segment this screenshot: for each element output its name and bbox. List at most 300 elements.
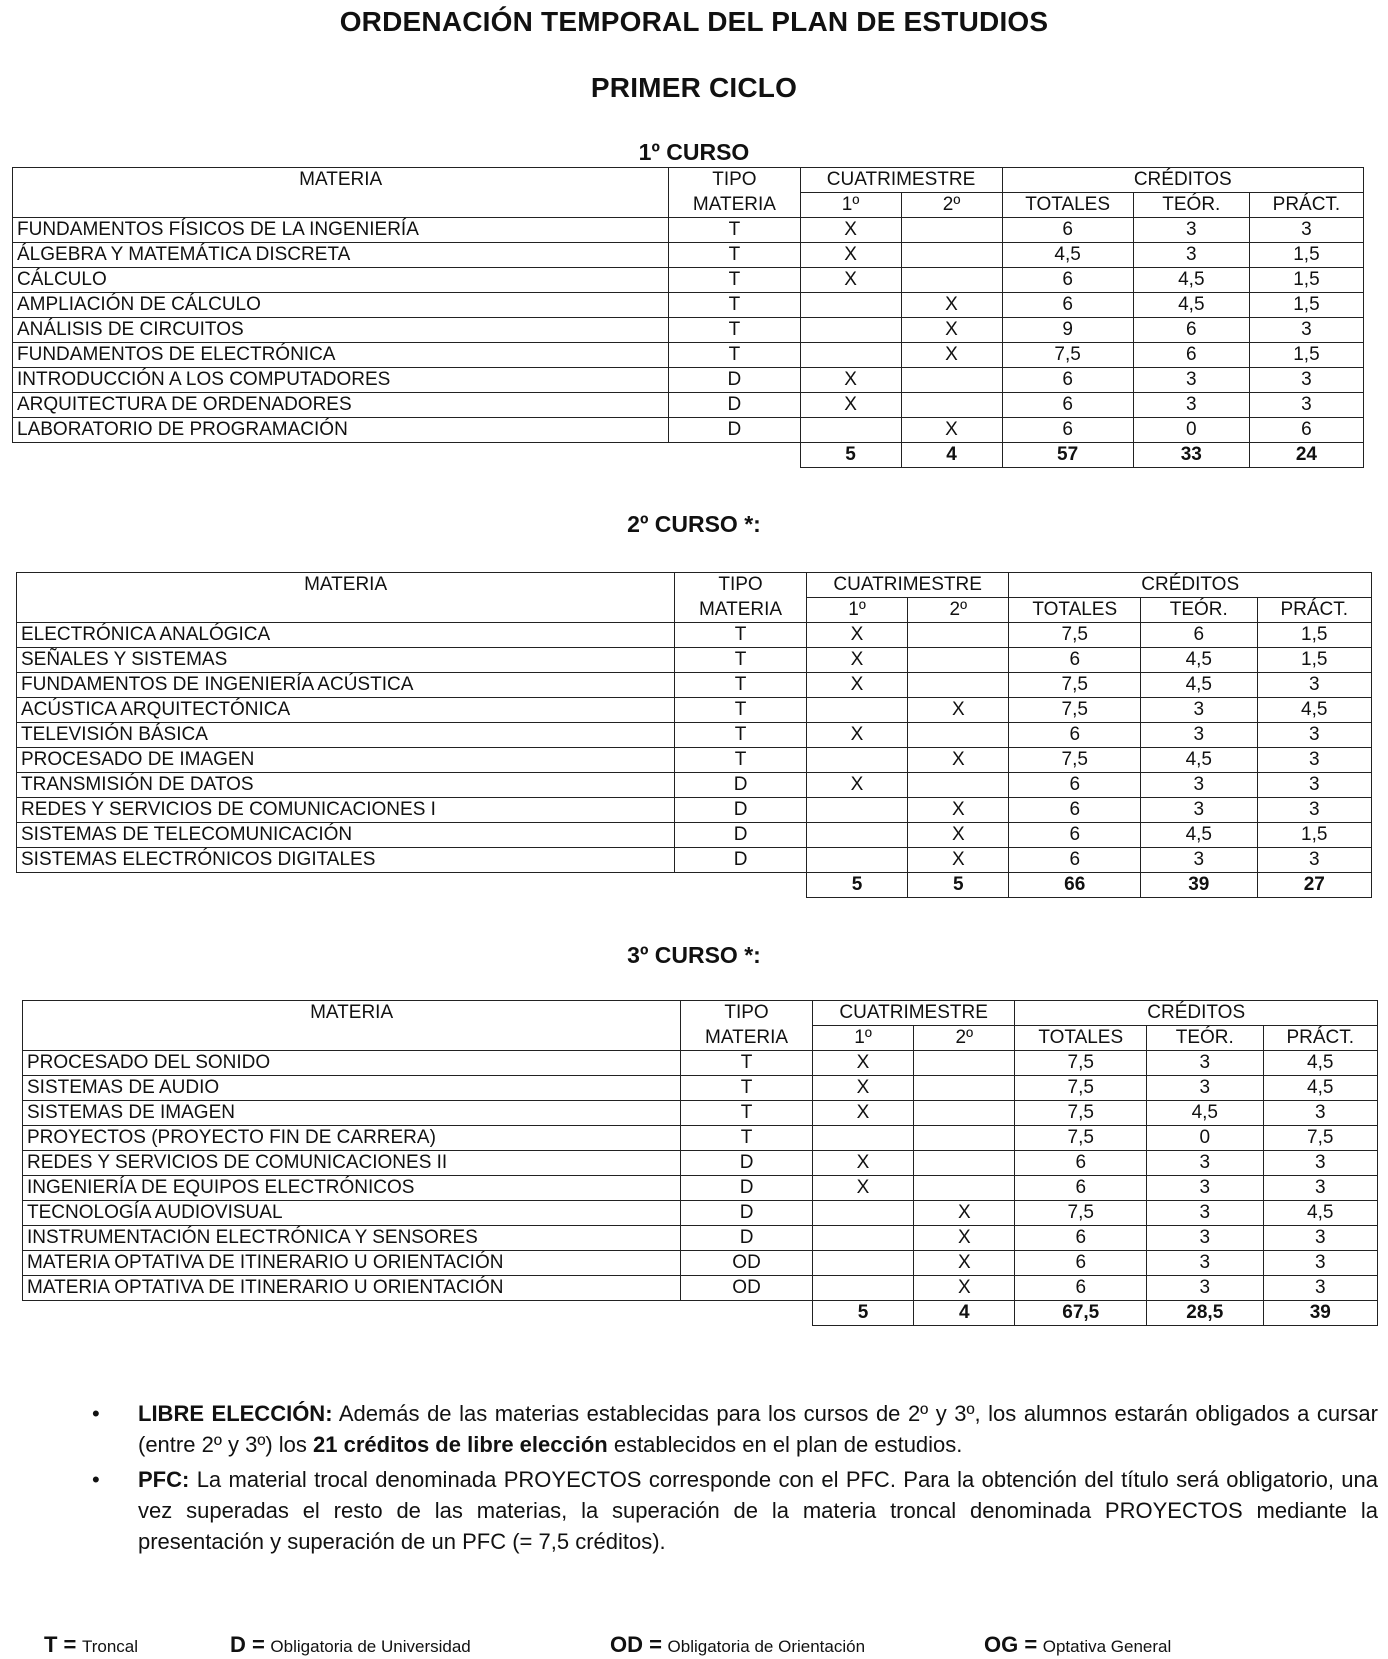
cell-pract: 3 [1263, 1176, 1377, 1201]
cell-totales: 6 [1002, 218, 1133, 243]
cell-tipo: T [675, 723, 807, 748]
totals-row [13, 443, 1364, 468]
cell-totales: 6 [1015, 1276, 1147, 1301]
header-materia: MATERIA [17, 573, 675, 623]
cell-cuatrimestre-2: X [901, 418, 1002, 443]
cell-tipo: D [675, 848, 807, 873]
cell-tipo: D [681, 1176, 813, 1201]
total-totales: 57 [1002, 443, 1133, 468]
cell-cuatrimestre-2: X [901, 318, 1002, 343]
legend-item-obligatoria-orientacion [610, 1632, 865, 1658]
cell-tipo: OD [681, 1276, 813, 1301]
totals-spacer [23, 1301, 813, 1326]
header-materia: MATERIA [13, 168, 669, 218]
table-row [13, 243, 1364, 268]
table-row [23, 1151, 1378, 1176]
cell-materia: MATERIA OPTATIVA DE ITINERARIO U ORIENTACIÓN [23, 1276, 681, 1301]
cell-teor: 4,5 [1141, 648, 1257, 673]
table-row [23, 1201, 1378, 1226]
header-tipo-materia: MATERIA [675, 598, 807, 623]
cell-cuatrimestre-2: X [914, 1201, 1015, 1226]
table-row [13, 393, 1364, 418]
cell-materia: PROCESADO DEL SONIDO [23, 1051, 681, 1076]
cell-cuatrimestre-1: X [800, 268, 901, 293]
cell-materia: SEÑALES Y SISTEMAS [17, 648, 675, 673]
total-pract: 24 [1249, 443, 1363, 468]
cell-teor: 3 [1147, 1051, 1263, 1076]
total-totales: 67,5 [1015, 1301, 1147, 1326]
cell-tipo: T [675, 673, 807, 698]
cell-cuatrimestre-2: X [908, 698, 1009, 723]
cell-tipo: T [669, 318, 800, 343]
cell-teor: 3 [1147, 1251, 1263, 1276]
cell-teor: 6 [1141, 623, 1257, 648]
header-pract: PRÁCT. [1249, 193, 1363, 218]
cell-tipo: D [669, 393, 800, 418]
cell-pract: 3 [1263, 1251, 1377, 1276]
cell-tipo: T [681, 1126, 813, 1151]
totals-spacer [13, 443, 801, 468]
cell-totales: 6 [1002, 418, 1133, 443]
header-materia: MATERIA [23, 1001, 681, 1051]
cell-cuatrimestre-1 [806, 748, 907, 773]
header-c2: 2º [908, 598, 1009, 623]
cell-tipo: T [669, 243, 800, 268]
cell-cuatrimestre-2 [908, 773, 1009, 798]
total-cuatrimestre-1: 5 [800, 443, 901, 468]
cell-pract: 3 [1263, 1101, 1377, 1126]
legend-code: D = [230, 1632, 265, 1657]
course-3-table [22, 1000, 1378, 1326]
cell-materia: ÁLGEBRA Y MATEMÁTICA DISCRETA [13, 243, 669, 268]
cell-totales: 6 [1015, 1151, 1147, 1176]
cell-cuatrimestre-1 [812, 1251, 913, 1276]
totals-row [23, 1301, 1378, 1326]
cell-totales: 6 [1002, 393, 1133, 418]
cell-totales: 7,5 [1015, 1076, 1147, 1101]
cell-pract: 1,5 [1257, 823, 1371, 848]
cell-teor: 3 [1141, 848, 1257, 873]
cell-tipo: T [669, 218, 800, 243]
cell-materia: ACÚSTICA ARQUITECTÓNICA [17, 698, 675, 723]
cell-cuatrimestre-2 [901, 218, 1002, 243]
cell-totales: 6 [1002, 368, 1133, 393]
bullet-icon: • [92, 1467, 100, 1492]
table-row [13, 343, 1364, 368]
table-row [23, 1126, 1378, 1151]
header-c1: 1º [800, 193, 901, 218]
table-row [23, 1276, 1378, 1301]
total-pract: 39 [1263, 1301, 1377, 1326]
cell-materia: CÁLCULO [13, 268, 669, 293]
cell-pract: 4,5 [1263, 1076, 1377, 1101]
cell-materia: INTRODUCCIÓN A LOS COMPUTADORES [13, 368, 669, 393]
table-row [13, 293, 1364, 318]
cell-teor: 3 [1147, 1076, 1263, 1101]
cell-tipo: T [675, 623, 807, 648]
cell-tipo: T [681, 1076, 813, 1101]
header-c1: 1º [812, 1026, 913, 1051]
cell-cuatrimestre-2: X [901, 293, 1002, 318]
header-c2: 2º [914, 1026, 1015, 1051]
cell-materia: FUNDAMENTOS DE INGENIERÍA ACÚSTICA [17, 673, 675, 698]
cell-teor: 3 [1147, 1151, 1263, 1176]
note-pfc [88, 1464, 1378, 1557]
cell-teor: 3 [1141, 698, 1257, 723]
cell-totales: 6 [1015, 1251, 1147, 1276]
cell-totales: 6 [1009, 648, 1141, 673]
cell-tipo: D [681, 1201, 813, 1226]
cell-teor: 4,5 [1141, 748, 1257, 773]
cell-totales: 6 [1002, 293, 1133, 318]
note-libre-text2: establecidos en el plan de estudios. [607, 1432, 963, 1457]
cell-cuatrimestre-1 [800, 293, 901, 318]
cell-cuatrimestre-1: X [800, 368, 901, 393]
cell-cuatrimestre-1 [806, 848, 907, 873]
header-creditos: CRÉDITOS [1009, 573, 1372, 598]
cell-teor: 3 [1133, 368, 1249, 393]
document-title: ORDENACIÓN TEMPORAL DEL PLAN DE ESTUDIOS [339, 6, 1049, 37]
note-libre-lead: LIBRE ELECCIÓN: [138, 1401, 333, 1426]
header-pract: PRÁCT. [1257, 598, 1371, 623]
total-cuatrimestre-1: 5 [806, 873, 907, 898]
cell-cuatrimestre-1 [806, 698, 907, 723]
cell-cuatrimestre-1: X [806, 673, 907, 698]
header-tipo-materia: MATERIA [681, 1026, 813, 1051]
cell-pract: 3 [1263, 1226, 1377, 1251]
cell-totales: 6 [1009, 723, 1141, 748]
header-creditos: CRÉDITOS [1002, 168, 1364, 193]
cell-cuatrimestre-1 [800, 343, 901, 368]
cell-cuatrimestre-1 [812, 1201, 913, 1226]
cell-totales: 6 [1009, 848, 1141, 873]
cell-cuatrimestre-2 [908, 623, 1009, 648]
table-row [13, 418, 1364, 443]
header-teor: TEÓR. [1133, 193, 1249, 218]
cell-totales: 6 [1009, 823, 1141, 848]
total-teor: 39 [1141, 873, 1257, 898]
total-teor: 28,5 [1147, 1301, 1263, 1326]
cell-cuatrimestre-1: X [812, 1101, 913, 1126]
legend-item-obligatoria-universidad [230, 1632, 471, 1658]
course-3-title: 3º CURSO *: [627, 942, 761, 968]
cell-pract: 3 [1249, 218, 1363, 243]
cell-materia: FUNDAMENTOS DE ELECTRÓNICA [13, 343, 669, 368]
cell-tipo: T [681, 1051, 813, 1076]
cell-cuatrimestre-1: X [806, 723, 907, 748]
note-pfc-text: La material trocal denominada PROYECTOS corresponde con el PFC. Para la obtención del título será obligatorio, una vez superadas el resto de las materias, la superación de la materia troncal denominada PROYECTOS mediante la presentación y superación de un PFC (= 7,5 créditos). [138, 1467, 1378, 1554]
cell-tipo: D [681, 1151, 813, 1176]
cell-pract: 7,5 [1263, 1126, 1377, 1151]
cell-teor: 3 [1147, 1226, 1263, 1251]
totals-row [17, 873, 1372, 898]
cell-materia: PROYECTOS (PROYECTO FIN DE CARRERA) [23, 1126, 681, 1151]
note-libre-bold: 21 créditos de libre elección [313, 1432, 608, 1457]
notes-list [88, 1398, 1378, 1561]
cell-materia: TECNOLOGÍA AUDIOVISUAL [23, 1201, 681, 1226]
cell-pract: 3 [1249, 368, 1363, 393]
cell-teor: 0 [1133, 418, 1249, 443]
cell-materia: SISTEMAS DE TELECOMUNICACIÓN [17, 823, 675, 848]
cell-teor: 4,5 [1141, 823, 1257, 848]
cell-cuatrimestre-1: X [812, 1151, 913, 1176]
note-libre-text1: Además de las materias establecidas para los cursos de 2º y 3º, los alumnos estarán obligados a cursar (entre 2º y 3º) los [138, 1401, 1378, 1457]
cell-materia: FUNDAMENTOS FÍSICOS DE LA INGENIERÍA [13, 218, 669, 243]
cell-totales: 7,5 [1009, 623, 1141, 648]
table-row [13, 368, 1364, 393]
table-row [17, 748, 1372, 773]
cell-cuatrimestre-1 [812, 1226, 913, 1251]
header-row [13, 168, 1364, 193]
cell-materia: PROCESADO DE IMAGEN [17, 748, 675, 773]
cell-cuatrimestre-2 [914, 1126, 1015, 1151]
cell-cuatrimestre-2: X [914, 1226, 1015, 1251]
cell-pract: 3 [1257, 723, 1371, 748]
header-tipo-materia: MATERIA [669, 193, 800, 218]
cell-pract: 3 [1257, 673, 1371, 698]
header-pract: PRÁCT. [1263, 1026, 1377, 1051]
cell-tipo: OD [681, 1251, 813, 1276]
cell-cuatrimestre-2: X [908, 798, 1009, 823]
table-row [13, 268, 1364, 293]
total-totales: 66 [1009, 873, 1141, 898]
course-2-title: 2º CURSO *: [627, 511, 761, 537]
cell-teor: 6 [1133, 318, 1249, 343]
cell-cuatrimestre-1: X [806, 773, 907, 798]
cell-totales: 6 [1002, 268, 1133, 293]
cell-tipo: T [681, 1101, 813, 1126]
header-totales: TOTALES [1015, 1026, 1147, 1051]
cell-pract: 3 [1257, 798, 1371, 823]
course-2-table [16, 572, 1372, 898]
cell-cuatrimestre-1: X [800, 393, 901, 418]
cell-cuatrimestre-2 [914, 1151, 1015, 1176]
cell-cuatrimestre-2 [914, 1101, 1015, 1126]
cell-tipo: T [669, 268, 800, 293]
cell-totales: 7,5 [1009, 748, 1141, 773]
cell-pract: 6 [1249, 418, 1363, 443]
cell-pract: 4,5 [1257, 698, 1371, 723]
cell-cuatrimestre-2 [908, 723, 1009, 748]
cell-teor: 4,5 [1133, 293, 1249, 318]
cell-materia: ARQUITECTURA DE ORDENADORES [13, 393, 669, 418]
cell-pract: 1,5 [1249, 293, 1363, 318]
total-cuatrimestre-2: 4 [914, 1301, 1015, 1326]
total-cuatrimestre-1: 5 [812, 1301, 913, 1326]
cell-materia: INSTRUMENTACIÓN ELECTRÓNICA Y SENSORES [23, 1226, 681, 1251]
header-totales: TOTALES [1002, 193, 1133, 218]
cell-teor: 3 [1141, 723, 1257, 748]
header-teor: TEÓR. [1141, 598, 1257, 623]
cell-teor: 3 [1147, 1201, 1263, 1226]
table-row [23, 1226, 1378, 1251]
cell-teor: 3 [1133, 218, 1249, 243]
cell-teor: 4,5 [1147, 1101, 1263, 1126]
cell-totales: 7,5 [1015, 1201, 1147, 1226]
total-teor: 33 [1133, 443, 1249, 468]
cell-tipo: T [675, 648, 807, 673]
cell-totales: 4,5 [1002, 243, 1133, 268]
cell-totales: 7,5 [1009, 698, 1141, 723]
cell-cuatrimestre-1 [806, 823, 907, 848]
cell-tipo: D [669, 368, 800, 393]
cell-materia: SISTEMAS ELECTRÓNICOS DIGITALES [17, 848, 675, 873]
table-row [17, 723, 1372, 748]
table-row [23, 1176, 1378, 1201]
cell-cuatrimestre-2: X [914, 1276, 1015, 1301]
legend-code: T = [44, 1632, 77, 1657]
header-c2: 2º [901, 193, 1002, 218]
header-row [17, 573, 1372, 598]
cell-materia: TRANSMISIÓN DE DATOS [17, 773, 675, 798]
cell-cuatrimestre-2 [901, 368, 1002, 393]
header-teor: TEÓR. [1147, 1026, 1263, 1051]
cell-tipo: D [675, 823, 807, 848]
table-row [17, 798, 1372, 823]
cell-totales: 9 [1002, 318, 1133, 343]
total-pract: 27 [1257, 873, 1371, 898]
cell-materia: ANÁLISIS DE CIRCUITOS [13, 318, 669, 343]
cell-tipo: T [675, 698, 807, 723]
table-row [17, 623, 1372, 648]
cell-cuatrimestre-2 [914, 1076, 1015, 1101]
cell-cuatrimestre-2 [901, 243, 1002, 268]
cell-materia: SISTEMAS DE AUDIO [23, 1076, 681, 1101]
table-row [13, 218, 1364, 243]
legend-desc: Obligatoria de Orientación [667, 1637, 866, 1656]
bullet-icon: • [92, 1401, 100, 1426]
cell-teor: 0 [1147, 1126, 1263, 1151]
cell-tipo: D [675, 798, 807, 823]
total-cuatrimestre-2: 5 [908, 873, 1009, 898]
cell-tipo: D [681, 1226, 813, 1251]
cell-pract: 1,5 [1257, 648, 1371, 673]
course-1-title: 1º CURSO [638, 139, 750, 165]
cell-pract: 3 [1257, 773, 1371, 798]
cell-materia: MATERIA OPTATIVA DE ITINERARIO U ORIENTACIÓN [23, 1251, 681, 1276]
cell-pract: 4,5 [1263, 1201, 1377, 1226]
legend-desc: Optativa General [1042, 1637, 1172, 1656]
header-totales: TOTALES [1009, 598, 1141, 623]
cell-pract: 3 [1249, 393, 1363, 418]
cell-pract: 1,5 [1249, 243, 1363, 268]
cell-cuatrimestre-2 [901, 393, 1002, 418]
cell-cuatrimestre-1: X [806, 623, 907, 648]
table-row [23, 1251, 1378, 1276]
cell-teor: 3 [1147, 1276, 1263, 1301]
cell-materia: SISTEMAS DE IMAGEN [23, 1101, 681, 1126]
cell-teor: 4,5 [1141, 673, 1257, 698]
cell-materia: INGENIERÍA DE EQUIPOS ELECTRÓNICOS [23, 1176, 681, 1201]
cell-cuatrimestre-2: X [908, 823, 1009, 848]
cell-cuatrimestre-1 [800, 418, 901, 443]
cell-cuatrimestre-1 [812, 1276, 913, 1301]
cell-totales: 6 [1015, 1176, 1147, 1201]
cell-cuatrimestre-1: X [800, 243, 901, 268]
header-c1: 1º [806, 598, 907, 623]
totals-spacer [17, 873, 807, 898]
cell-cuatrimestre-2 [914, 1176, 1015, 1201]
cell-pract: 1,5 [1249, 343, 1363, 368]
cell-pract: 3 [1257, 748, 1371, 773]
cell-pract: 3 [1249, 318, 1363, 343]
legend-desc: Obligatoria de Universidad [270, 1637, 471, 1656]
cell-materia: ELECTRÓNICA ANALÓGICA [17, 623, 675, 648]
cell-tipo: D [675, 773, 807, 798]
cell-cuatrimestre-1 [800, 318, 901, 343]
cell-cuatrimestre-2: X [914, 1251, 1015, 1276]
cell-materia: REDES Y SERVICIOS DE COMUNICACIONES I [17, 798, 675, 823]
header-tipo: TIPO [675, 573, 807, 598]
cell-teor: 3 [1141, 798, 1257, 823]
legend-code: OG = [984, 1632, 1038, 1657]
cell-totales: 7,5 [1015, 1051, 1147, 1076]
header-creditos: CRÉDITOS [1015, 1001, 1378, 1026]
header-tipo: TIPO [681, 1001, 813, 1026]
table-row [17, 648, 1372, 673]
header-cuatrimestre: CUATRIMESTRE [800, 168, 1002, 193]
cell-cuatrimestre-1: X [812, 1051, 913, 1076]
table-row [17, 698, 1372, 723]
table-row [17, 773, 1372, 798]
cell-cuatrimestre-1 [812, 1126, 913, 1151]
legend-item-optativa-general [984, 1632, 1171, 1658]
course-1-table [12, 167, 1364, 468]
table-row [23, 1076, 1378, 1101]
cell-cuatrimestre-2: X [908, 848, 1009, 873]
cell-pract: 4,5 [1263, 1051, 1377, 1076]
cell-totales: 7,5 [1009, 673, 1141, 698]
cell-tipo: T [675, 748, 807, 773]
cell-totales: 6 [1009, 773, 1141, 798]
cell-totales: 7,5 [1015, 1126, 1147, 1151]
cell-teor: 4,5 [1133, 268, 1249, 293]
table-row [17, 673, 1372, 698]
cell-cuatrimestre-2 [908, 648, 1009, 673]
document-subtitle: PRIMER CICLO [590, 72, 798, 103]
cell-cuatrimestre-2 [914, 1051, 1015, 1076]
cell-cuatrimestre-1 [806, 798, 907, 823]
cell-materia: TELEVISIÓN BÁSICA [17, 723, 675, 748]
table-row [17, 823, 1372, 848]
cell-cuatrimestre-1: X [812, 1176, 913, 1201]
legend-code: OD = [610, 1632, 662, 1657]
table-row [23, 1101, 1378, 1126]
cell-cuatrimestre-2 [908, 673, 1009, 698]
cell-cuatrimestre-1: X [806, 648, 907, 673]
cell-teor: 3 [1141, 773, 1257, 798]
cell-teor: 3 [1133, 243, 1249, 268]
cell-teor: 6 [1133, 343, 1249, 368]
cell-pract: 3 [1263, 1276, 1377, 1301]
cell-totales: 7,5 [1002, 343, 1133, 368]
cell-tipo: T [669, 343, 800, 368]
cell-materia: REDES Y SERVICIOS DE COMUNICACIONES II [23, 1151, 681, 1176]
cell-cuatrimestre-2 [901, 268, 1002, 293]
cell-cuatrimestre-2: X [901, 343, 1002, 368]
cell-cuatrimestre-1: X [800, 218, 901, 243]
header-cuatrimestre: CUATRIMESTRE [812, 1001, 1015, 1026]
header-row [23, 1001, 1378, 1026]
total-cuatrimestre-2: 4 [901, 443, 1002, 468]
header-tipo: TIPO [669, 168, 800, 193]
header-cuatrimestre: CUATRIMESTRE [806, 573, 1009, 598]
note-libre-eleccion [88, 1398, 1378, 1460]
cell-tipo: D [669, 418, 800, 443]
cell-teor: 3 [1147, 1176, 1263, 1201]
cell-totales: 7,5 [1015, 1101, 1147, 1126]
cell-cuatrimestre-2: X [908, 748, 1009, 773]
